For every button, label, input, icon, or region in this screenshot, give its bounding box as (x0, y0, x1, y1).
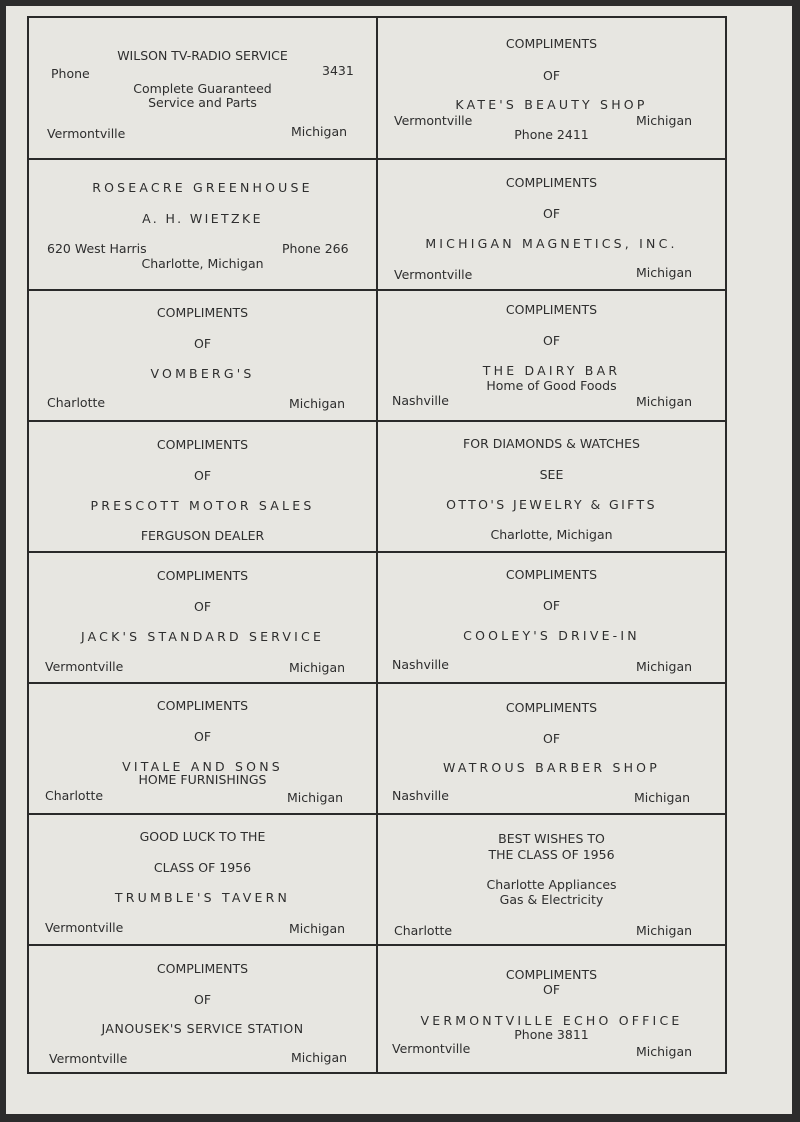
compliments-heading: COMPLIMENTS (156, 698, 249, 713)
state: Michigan (287, 790, 344, 805)
ad-text: Service and Parts (148, 95, 257, 110)
of-text: OF (542, 333, 561, 348)
address: 620 West Harris (47, 241, 147, 256)
business-name: KATE'S BEAUTY SHOP (455, 97, 648, 112)
town: Vermontville (45, 659, 124, 674)
compliments-heading: COMPLIMENTS (505, 700, 598, 715)
compliments-heading: COMPLIMENTS (156, 568, 249, 583)
business-name: PRESCOTT MOTOR SALES (90, 498, 315, 513)
town: Nashville (392, 657, 449, 672)
ad-text: Complete Guaranteed (133, 81, 272, 96)
ad-dairy-bar (378, 291, 725, 420)
ad-charlotte-appliances (378, 815, 725, 944)
ad-vombergs (29, 291, 376, 420)
business-name: JACK'S STANDARD SERVICE (80, 629, 325, 644)
business-name: VOMBERG'S (150, 366, 255, 381)
ad-roseacre-greenhouse (29, 160, 376, 289)
state: Michigan (289, 921, 346, 936)
ad-janouseks-service-station (29, 946, 376, 1072)
city: Charlotte, Michigan (490, 527, 613, 542)
of-text: OF (542, 598, 561, 613)
of-text: OF (193, 336, 212, 351)
business-name: THE DAIRY BAR (482, 363, 621, 378)
ad-cooleys-drive-in (378, 553, 725, 682)
of-text: OF (542, 206, 561, 221)
state: Michigan (636, 394, 693, 409)
phone-label: Phone (51, 66, 90, 81)
state: Michigan (636, 1044, 693, 1059)
compliments-heading: COMPLIMENTS (156, 961, 249, 976)
compliments-heading: COMPLIMENTS (505, 36, 598, 51)
class-text: THE CLASS OF 1956 (488, 847, 615, 862)
compliments-heading: COMPLIMENTS (505, 967, 598, 982)
phone-number: 3431 (322, 63, 354, 78)
town: Vermontville (392, 1041, 471, 1056)
state: Michigan (636, 659, 693, 674)
phone: Phone 3811 (514, 1027, 589, 1042)
town: Nashville (392, 788, 449, 803)
state: Michigan (289, 396, 346, 411)
ad-wilson-tv-radio (29, 18, 376, 158)
ad-prescott-motor-sales (29, 422, 376, 551)
business-name: MICHIGAN MAGNETICS, INC. (425, 236, 678, 251)
business-name: OTTO'S JEWELRY & GIFTS (446, 497, 657, 512)
of-text: OF (542, 731, 561, 746)
see-text: SEE (539, 467, 564, 482)
city: Charlotte, Michigan (141, 256, 264, 271)
business-type: Gas & Electricity (499, 892, 604, 907)
ad-watrous-barber-shop (378, 684, 725, 813)
town: Charlotte (394, 923, 453, 938)
compliments-heading: COMPLIMENTS (505, 175, 598, 190)
town: Vermontville (47, 126, 126, 141)
ad-vermontville-echo-office (378, 946, 725, 1072)
ad-grid (27, 16, 727, 1074)
business-name: WILSON TV-RADIO SERVICE (117, 48, 288, 63)
owner-name: A. H. WIETZKE (142, 211, 263, 226)
phone: Phone 2411 (514, 127, 589, 142)
business-name: Charlotte Appliances (486, 877, 617, 892)
greeting: GOOD LUCK TO THE (139, 829, 266, 844)
slogan: Home of Good Foods (486, 378, 617, 393)
phone: Phone 266 (282, 241, 349, 256)
of-text: OF (542, 982, 561, 997)
ad-trumbles-tavern (29, 815, 376, 944)
yearbook-ad-page (6, 6, 792, 1114)
greeting: BEST WISHES TO (498, 831, 605, 846)
compliments-heading: COMPLIMENTS (505, 567, 598, 582)
town: Vermontville (49, 1051, 128, 1066)
compliments-heading: COMPLIMENTS (156, 305, 249, 320)
of-text: OF (193, 468, 212, 483)
dealer-text: FERGUSON DEALER (140, 528, 265, 543)
compliments-heading: COMPLIMENTS (505, 302, 598, 317)
ad-ottos-jewelry (378, 422, 725, 551)
of-text: OF (193, 599, 212, 614)
state: Michigan (291, 124, 348, 139)
business-type: HOME FURNISHINGS (138, 772, 267, 787)
business-name: ROSEACRE GREENHOUSE (92, 180, 313, 195)
of-text: OF (193, 992, 212, 1007)
business-name: COOLEY'S DRIVE-IN (463, 628, 640, 643)
business-name: JANOUSEK'S SERVICE STATION (101, 1021, 304, 1036)
compliments-heading: COMPLIMENTS (156, 437, 249, 452)
town: Vermontville (394, 113, 473, 128)
business-name: VITALE AND SONS (122, 759, 283, 774)
of-text: OF (193, 729, 212, 744)
ad-jacks-standard-service (29, 553, 376, 682)
town: Nashville (392, 393, 449, 408)
business-name: TRUMBLE'S TAVERN (114, 890, 291, 905)
state: Michigan (289, 660, 346, 675)
town: Vermontville (394, 267, 473, 282)
ad-michigan-magnetics (378, 160, 725, 289)
state: Michigan (636, 923, 693, 938)
state: Michigan (291, 1050, 348, 1065)
ad-kates-beauty-shop (378, 18, 725, 158)
ad-heading: FOR DIAMONDS & WATCHES (463, 436, 640, 451)
town: Charlotte (47, 395, 106, 410)
business-name: WATROUS BARBER SHOP (443, 760, 660, 775)
state: Michigan (636, 113, 693, 128)
ad-vitale-and-sons (29, 684, 376, 813)
class-text: CLASS OF 1956 (153, 860, 252, 875)
town: Vermontville (45, 920, 124, 935)
of-text: OF (542, 68, 561, 83)
town: Charlotte (45, 788, 104, 803)
state: Michigan (636, 265, 693, 280)
business-name: VERMONTVILLE ECHO OFFICE (420, 1013, 683, 1028)
state: Michigan (634, 790, 691, 805)
